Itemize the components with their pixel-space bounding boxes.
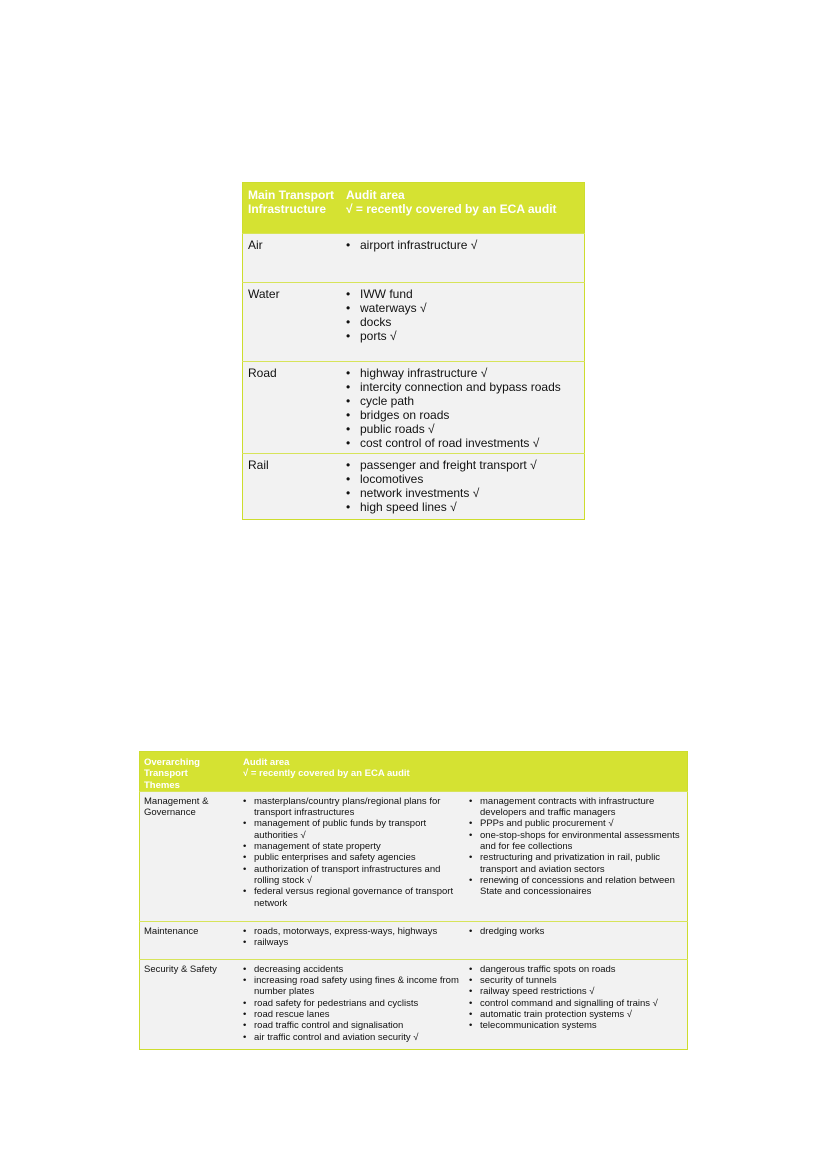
list-item: • dangerous traffic spots on roads xyxy=(469,964,683,975)
list-item: • cycle path xyxy=(346,394,579,408)
audit-list-cell-left xyxy=(239,959,465,1049)
list-item: • road traffic control and signalisation xyxy=(243,1020,461,1031)
list-item: • increasing road safety using fines & income from number plates xyxy=(243,975,461,998)
list-item: • management of state property xyxy=(243,841,461,852)
audit-list xyxy=(469,964,683,1032)
list-item: • ports √ xyxy=(346,329,579,343)
list-item: • locomotives xyxy=(346,472,579,486)
row-label: Rail xyxy=(243,454,342,520)
list-item: • management of public funds by transport authorities √ xyxy=(243,818,461,841)
list-item: • authorization of transport infrastructures and rolling stock √ xyxy=(243,864,461,887)
list-item: • network investments √ xyxy=(346,486,579,500)
list-item: • dredging works xyxy=(469,926,683,937)
transport-themes-table xyxy=(139,751,688,1050)
header-text: Audit area xyxy=(243,757,290,768)
table-row xyxy=(243,454,585,520)
header-text: Transport xyxy=(144,768,188,780)
header-text: √ = recently covered by an ECA audit xyxy=(346,202,557,216)
list-item: • docks xyxy=(346,315,579,329)
row-label: Road xyxy=(243,362,342,454)
table-row xyxy=(243,362,585,454)
table-header-row xyxy=(140,752,688,792)
list-item: • telecommunication systems xyxy=(469,1020,683,1031)
list-item: • high speed lines √ xyxy=(346,500,579,514)
header-audit-area xyxy=(341,183,585,234)
list-item: • intercity connection and bypass roads xyxy=(346,380,579,394)
list-item: • security of tunnels xyxy=(469,975,683,986)
row-label: Air xyxy=(243,234,342,283)
audit-list-cell xyxy=(341,283,585,362)
header-text: Themes xyxy=(144,779,180,791)
header-text: Infrastructure xyxy=(248,202,327,216)
list-item: • roads, motorways, express-ways, highways xyxy=(243,926,461,937)
list-item: • road safety for pedestrians and cyclists xyxy=(243,998,461,1009)
list-item: • masterplans/country plans/regional plans for transport infrastructures xyxy=(243,796,461,819)
list-item: • one-stop-shops for environmental assessments and for fee collections xyxy=(469,830,683,853)
list-item: • control command and signalling of trains √ xyxy=(469,998,683,1009)
table-row xyxy=(140,791,688,921)
audit-list xyxy=(243,796,461,909)
list-item: • public roads √ xyxy=(346,422,579,436)
audit-list-cell xyxy=(341,234,585,283)
list-item: • cost control of road investments √ xyxy=(346,436,579,450)
header-main-transport xyxy=(243,183,342,234)
transport-infrastructure-table xyxy=(242,182,585,520)
audit-list-cell xyxy=(341,362,585,454)
audit-list xyxy=(346,458,579,514)
list-item: • railways xyxy=(243,937,461,948)
list-item: • management contracts with infrastructure developers and traffic managers xyxy=(469,796,683,819)
list-item: • PPPs and public procurement √ xyxy=(469,818,683,829)
audit-list xyxy=(346,287,579,343)
list-item: • federal versus regional governance of transport network xyxy=(243,886,461,909)
list-item: • renewing of concessions and relation between State and concessionaires xyxy=(469,875,683,898)
audit-list xyxy=(469,796,683,898)
table-row xyxy=(140,959,688,1049)
audit-list-cell-left xyxy=(239,921,465,959)
row-label: Water xyxy=(243,283,342,362)
list-item: • decreasing accidents xyxy=(243,964,461,975)
list-item: • airport infrastructure √ xyxy=(346,238,579,252)
audit-list-cell-right xyxy=(465,791,688,921)
audit-list xyxy=(346,238,579,252)
table-row xyxy=(140,921,688,959)
list-item: • bridges on roads xyxy=(346,408,579,422)
table-header-row xyxy=(243,183,585,234)
header-text: Audit area xyxy=(346,188,405,202)
audit-list-cell-right xyxy=(465,921,688,959)
list-item: • automatic train protection systems √ xyxy=(469,1009,683,1020)
row-label: Maintenance xyxy=(140,921,240,959)
audit-list xyxy=(469,926,683,937)
header-audit-area xyxy=(239,752,688,792)
audit-list-cell-right xyxy=(465,959,688,1049)
list-item: • waterways √ xyxy=(346,301,579,315)
list-item: • railway speed restrictions √ xyxy=(469,986,683,997)
audit-list-cell xyxy=(341,454,585,520)
audit-list xyxy=(243,926,461,949)
header-text: √ = recently covered by an ECA audit xyxy=(243,768,410,780)
list-item: • public enterprises and safety agencies xyxy=(243,852,461,863)
list-item: • passenger and freight transport √ xyxy=(346,458,579,472)
row-label: Security & Safety xyxy=(140,959,240,1049)
audit-list xyxy=(243,964,461,1043)
list-item: • highway infrastructure √ xyxy=(346,366,579,380)
header-text: Main Transport xyxy=(248,188,335,202)
header-text: Overarching xyxy=(144,757,200,768)
audit-list xyxy=(346,366,579,450)
table-row xyxy=(243,283,585,362)
list-item: • road rescue lanes xyxy=(243,1009,461,1020)
list-item: • restructuring and privatization in rail, public transport and aviation sectors xyxy=(469,852,683,875)
audit-list-cell-left xyxy=(239,791,465,921)
row-label: Management & Governance xyxy=(140,791,240,921)
header-overarching-themes xyxy=(140,752,240,792)
table-row xyxy=(243,234,585,283)
list-item: • air traffic control and aviation security √ xyxy=(243,1032,461,1043)
list-item: • IWW fund xyxy=(346,287,579,301)
